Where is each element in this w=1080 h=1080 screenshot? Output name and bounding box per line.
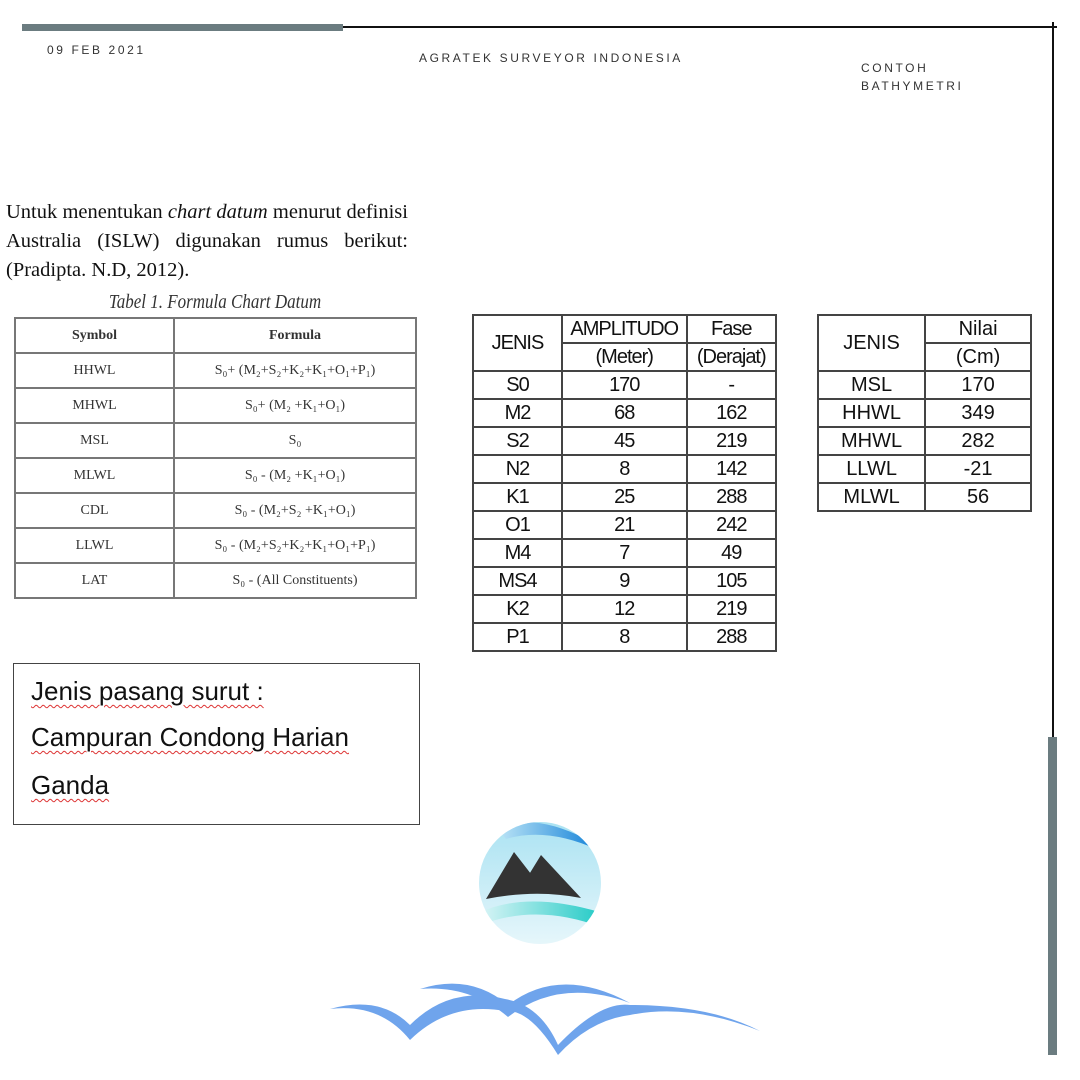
jenis-cell: M2 xyxy=(473,399,562,427)
table-row xyxy=(473,595,776,623)
value-cell: 282 xyxy=(925,427,1031,455)
table-row xyxy=(473,371,776,399)
table-caption: Tabel 1. Formula Chart Datum xyxy=(108,291,322,313)
phase-cell: 219 xyxy=(687,427,776,455)
phase-cell: 288 xyxy=(687,483,776,511)
jenis-cell: MLWL xyxy=(818,483,925,511)
symbol-cell: LLWL xyxy=(15,528,174,563)
amplitude-cell: 21 xyxy=(562,511,687,539)
header-jenis: JENIS xyxy=(818,315,925,371)
symbol-cell: MLWL xyxy=(15,458,174,493)
symbol-cell: MHWL xyxy=(15,388,174,423)
amplitude-cell: 170 xyxy=(562,371,687,399)
table-row xyxy=(818,483,1031,511)
intro-emphasis: chart datum xyxy=(167,201,268,223)
amplitude-cell: 7 xyxy=(562,539,687,567)
phase-cell: - xyxy=(687,371,776,399)
formula-cell: S₀ - (M₂+S₂ +K₁+O₁) xyxy=(174,493,416,528)
table-row xyxy=(473,483,776,511)
table-row xyxy=(818,399,1031,427)
table-row xyxy=(818,371,1031,399)
right-rule xyxy=(1052,22,1054,737)
header-amplitudo: AMPLITUDO xyxy=(562,315,687,343)
header-fase: Fase xyxy=(687,315,776,343)
table-row xyxy=(818,427,1031,455)
tide-type-value-cont: Ganda xyxy=(31,770,110,800)
header-nilai: Nilai xyxy=(925,315,1031,343)
formula-table xyxy=(14,317,417,599)
top-rule xyxy=(343,26,1057,28)
intro-text: menurut definisi Australia (ISLW) digunakan rumus berikut: (Pradipta. N.D, 2012). xyxy=(6,201,408,281)
table-row xyxy=(15,528,416,563)
phase-cell: 142 xyxy=(687,455,776,483)
formula-cell: S₀ xyxy=(174,423,416,458)
phase-cell: 242 xyxy=(687,511,776,539)
amplitude-cell: 25 xyxy=(562,483,687,511)
phase-cell: 219 xyxy=(687,595,776,623)
table-header-row xyxy=(15,318,416,353)
header-unit: (Cm) xyxy=(925,343,1031,371)
constituents-table xyxy=(472,314,777,652)
symbol-cell: HHWL xyxy=(15,353,174,388)
formula-cell: S₀+ (M₂ +K₁+O₁) xyxy=(174,388,416,423)
amplitude-cell: 45 xyxy=(562,427,687,455)
table-row xyxy=(15,458,416,493)
table-row xyxy=(473,539,776,567)
table-row xyxy=(15,353,416,388)
table-row xyxy=(15,493,416,528)
company-name: AGRATEK SURVEYOR INDONESIA xyxy=(419,51,683,65)
value-cell: -21 xyxy=(925,455,1031,483)
table-row xyxy=(15,563,416,598)
jenis-cell: MSL xyxy=(818,371,925,399)
table-row xyxy=(15,423,416,458)
jenis-cell: K1 xyxy=(473,483,562,511)
symbol-cell: CDL xyxy=(15,493,174,528)
jenis-cell: M4 xyxy=(473,539,562,567)
doc-title-line1: CONTOH xyxy=(861,61,929,75)
header-symbol: Symbol xyxy=(15,318,174,353)
jenis-cell: LLWL xyxy=(818,455,925,483)
phase-cell: 162 xyxy=(687,399,776,427)
right-accent-bar xyxy=(1048,737,1057,1055)
amplitude-cell: 9 xyxy=(562,567,687,595)
value-cell: 170 xyxy=(925,371,1031,399)
formula-cell: S₀ - (M₂+S₂+K₂+K₁+O₁+P₁) xyxy=(174,528,416,563)
phase-cell: 49 xyxy=(687,539,776,567)
table-row xyxy=(473,427,776,455)
birds-decoration xyxy=(330,965,765,1055)
jenis-cell: O1 xyxy=(473,511,562,539)
amplitude-cell: 68 xyxy=(562,399,687,427)
amplitude-cell: 8 xyxy=(562,623,687,651)
phase-cell: 288 xyxy=(687,623,776,651)
jenis-cell: MS4 xyxy=(473,567,562,595)
jenis-cell: MHWL xyxy=(818,427,925,455)
amplitude-cell: 12 xyxy=(562,595,687,623)
tide-type-value: Campuran Condong Harian xyxy=(31,722,349,752)
intro-text: Untuk menentukan xyxy=(6,201,168,223)
jenis-cell: N2 xyxy=(473,455,562,483)
company-logo xyxy=(476,819,606,949)
jenis-cell: S0 xyxy=(473,371,562,399)
tide-type-box xyxy=(13,663,420,825)
levels-table xyxy=(817,314,1032,512)
phase-cell: 105 xyxy=(687,567,776,595)
value-cell: 56 xyxy=(925,483,1031,511)
table-row xyxy=(473,511,776,539)
jenis-cell: P1 xyxy=(473,623,562,651)
date: 09 FEB 2021 xyxy=(47,43,146,57)
symbol-cell: MSL xyxy=(15,423,174,458)
formula-cell: S₀ - (M₂ +K₁+O₁) xyxy=(174,458,416,493)
header-amp-unit: (Meter) xyxy=(562,343,687,371)
table-row xyxy=(473,399,776,427)
jenis-cell: S2 xyxy=(473,427,562,455)
top-accent-bar xyxy=(22,24,343,31)
formula-cell: S₀+ (M₂+S₂+K₂+K₁+O₁+P₁) xyxy=(174,353,416,388)
doc-title-line2: BATHYMETRI xyxy=(861,79,964,93)
table-row xyxy=(818,455,1031,483)
symbol-cell: LAT xyxy=(15,563,174,598)
header-phase-unit: (Derajat) xyxy=(687,343,776,371)
header-formula: Formula xyxy=(174,318,416,353)
table-row xyxy=(473,567,776,595)
formula-cell: S₀ - (All Constituents) xyxy=(174,563,416,598)
value-cell: 349 xyxy=(925,399,1031,427)
jenis-cell: K2 xyxy=(473,595,562,623)
jenis-cell: HHWL xyxy=(818,399,925,427)
tide-type-label: Jenis pasang surut : xyxy=(31,676,264,706)
amplitude-cell: 8 xyxy=(562,455,687,483)
table-row xyxy=(473,455,776,483)
intro-paragraph xyxy=(6,198,408,285)
table-row xyxy=(15,388,416,423)
header-jenis: JENIS xyxy=(473,315,562,371)
table-row xyxy=(473,623,776,651)
